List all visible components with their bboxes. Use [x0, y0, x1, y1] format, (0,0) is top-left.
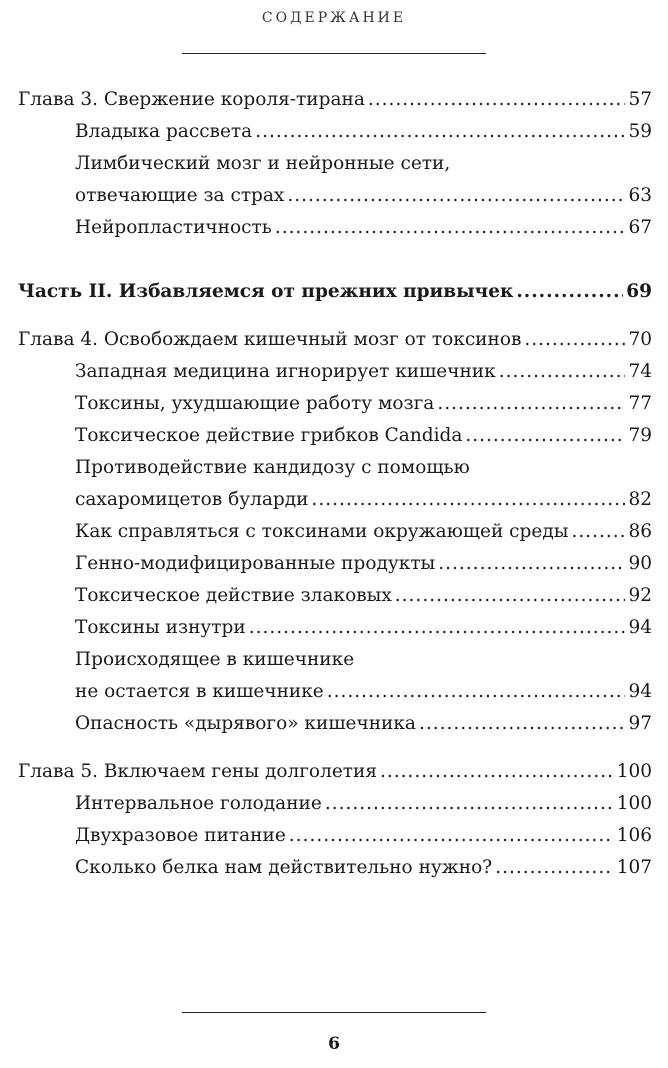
footer-rule: [182, 1012, 486, 1013]
toc-entry-section[interactable]: [75, 356, 652, 388]
leader-dots: [368, 84, 626, 116]
leader-dots: [524, 324, 625, 356]
leader-dots: [380, 756, 614, 788]
entry-page: 100: [616, 793, 652, 814]
leader-dots: [311, 484, 625, 516]
leader-dots: [438, 548, 625, 580]
entry-page: 77: [628, 393, 652, 414]
entry-title-line2: сахаромицетов буларди: [75, 489, 309, 510]
entry-title-line2: не остается в кишечнике: [75, 681, 324, 702]
toc-entry-section[interactable]: [75, 148, 652, 212]
entry-title: Опасность «дырявого» кишечника: [75, 713, 416, 734]
toc-entry-chapter-5[interactable]: [18, 756, 652, 788]
entry-title: Сколько белка нам действительно нужно?: [75, 857, 493, 878]
toc-entry-section[interactable]: [75, 788, 652, 820]
toc-entry-section[interactable]: [75, 516, 652, 548]
entry-title-line2: отвечающие за страх: [75, 185, 285, 206]
toc-entry-section[interactable]: [75, 708, 652, 740]
entry-title: Интервальное голодание: [75, 793, 322, 814]
entry-page: 57: [628, 89, 652, 110]
entry-title: Токсическое действие грибков Candida: [75, 425, 463, 446]
toc-entry-part-2[interactable]: [18, 276, 652, 308]
entry-title-line1: Происходящее в кишечнике: [75, 649, 355, 670]
entry-title: Токсическое действие злаковых: [75, 585, 392, 606]
leader-dots: [516, 276, 623, 308]
entry-title: Токсины, ухудшающие работу мозга: [75, 393, 435, 414]
entry-page: 69: [626, 281, 652, 302]
entry-title-line1: Противодействие кандидозу с помощью: [75, 457, 470, 478]
leader-dots: [325, 788, 614, 820]
leader-dots: [419, 708, 625, 740]
entry-title: Владыка рассвета: [75, 121, 253, 142]
entry-page: 79: [628, 425, 652, 446]
entry-page: 94: [628, 681, 652, 702]
entry-title: Генно-модифицированные продукты: [75, 553, 436, 574]
leader-dots: [275, 212, 626, 244]
toc-entry-section[interactable]: [75, 580, 652, 612]
entry-page: 82: [628, 489, 652, 510]
entry-page: 107: [616, 857, 652, 878]
entry-page: 70: [628, 329, 652, 350]
entry-page: 67: [628, 217, 652, 238]
page-number: 6: [328, 1034, 340, 1054]
entry-page: 63: [628, 185, 652, 206]
running-head: СОДЕРЖАНИЕ: [261, 10, 407, 26]
table-of-contents: [18, 84, 652, 884]
leader-dots: [571, 516, 625, 548]
entry-title: Глава 4. Освобождаем кишечный мозг от токсинов: [18, 329, 522, 350]
toc-entry-section[interactable]: [75, 612, 652, 644]
leader-dots: [495, 852, 613, 884]
leader-dots: [465, 420, 625, 452]
entry-title: Токсины изнутри: [75, 617, 246, 638]
toc-entry-section[interactable]: [75, 452, 652, 516]
entry-title: Часть II. Избавляемся от прежних привычек: [18, 281, 514, 302]
entry-title: Нейропластичность: [75, 217, 272, 238]
entry-page: 90: [628, 553, 652, 574]
toc-entry-section[interactable]: [75, 820, 652, 852]
entry-page: 100: [616, 761, 652, 782]
entry-page: 59: [628, 121, 652, 142]
toc-entry-section[interactable]: [75, 644, 652, 708]
toc-entry-section[interactable]: [75, 388, 652, 420]
entry-title: Глава 3. Свержение короля-тирана: [18, 89, 365, 110]
leader-dots: [249, 612, 626, 644]
toc-entry-chapter-4[interactable]: [18, 324, 652, 356]
leader-dots: [395, 580, 626, 612]
entry-title: Западная медицина игнорирует кишечник: [75, 361, 496, 382]
leader-dots: [287, 180, 625, 212]
header-rule: [182, 53, 486, 54]
entry-page: 106: [616, 825, 652, 846]
leader-dots: [499, 356, 626, 388]
entry-page: 74: [628, 361, 652, 382]
leader-dots: [255, 116, 625, 148]
toc-entry-section[interactable]: [75, 852, 652, 884]
leader-dots: [437, 388, 625, 420]
entry-title: Как справляться с токсинами окружающей среды: [75, 521, 569, 542]
toc-entry-chapter-3[interactable]: [18, 84, 652, 116]
entry-title-line1: Лимбический мозг и нейронные сети,: [75, 153, 451, 174]
entry-page: 92: [628, 585, 652, 606]
entry-page: 94: [628, 617, 652, 638]
toc-entry-section[interactable]: [75, 548, 652, 580]
leader-dots: [289, 820, 614, 852]
entry-title: Двухразовое питание: [75, 825, 286, 846]
toc-entry-section[interactable]: [75, 212, 652, 244]
toc-entry-section[interactable]: [75, 116, 652, 148]
toc-entry-section[interactable]: [75, 420, 652, 452]
leader-dots: [327, 676, 626, 708]
entry-page: 86: [628, 521, 652, 542]
entry-title: Глава 5. Включаем гены долголетия: [18, 761, 378, 782]
entry-page: 97: [628, 713, 652, 734]
